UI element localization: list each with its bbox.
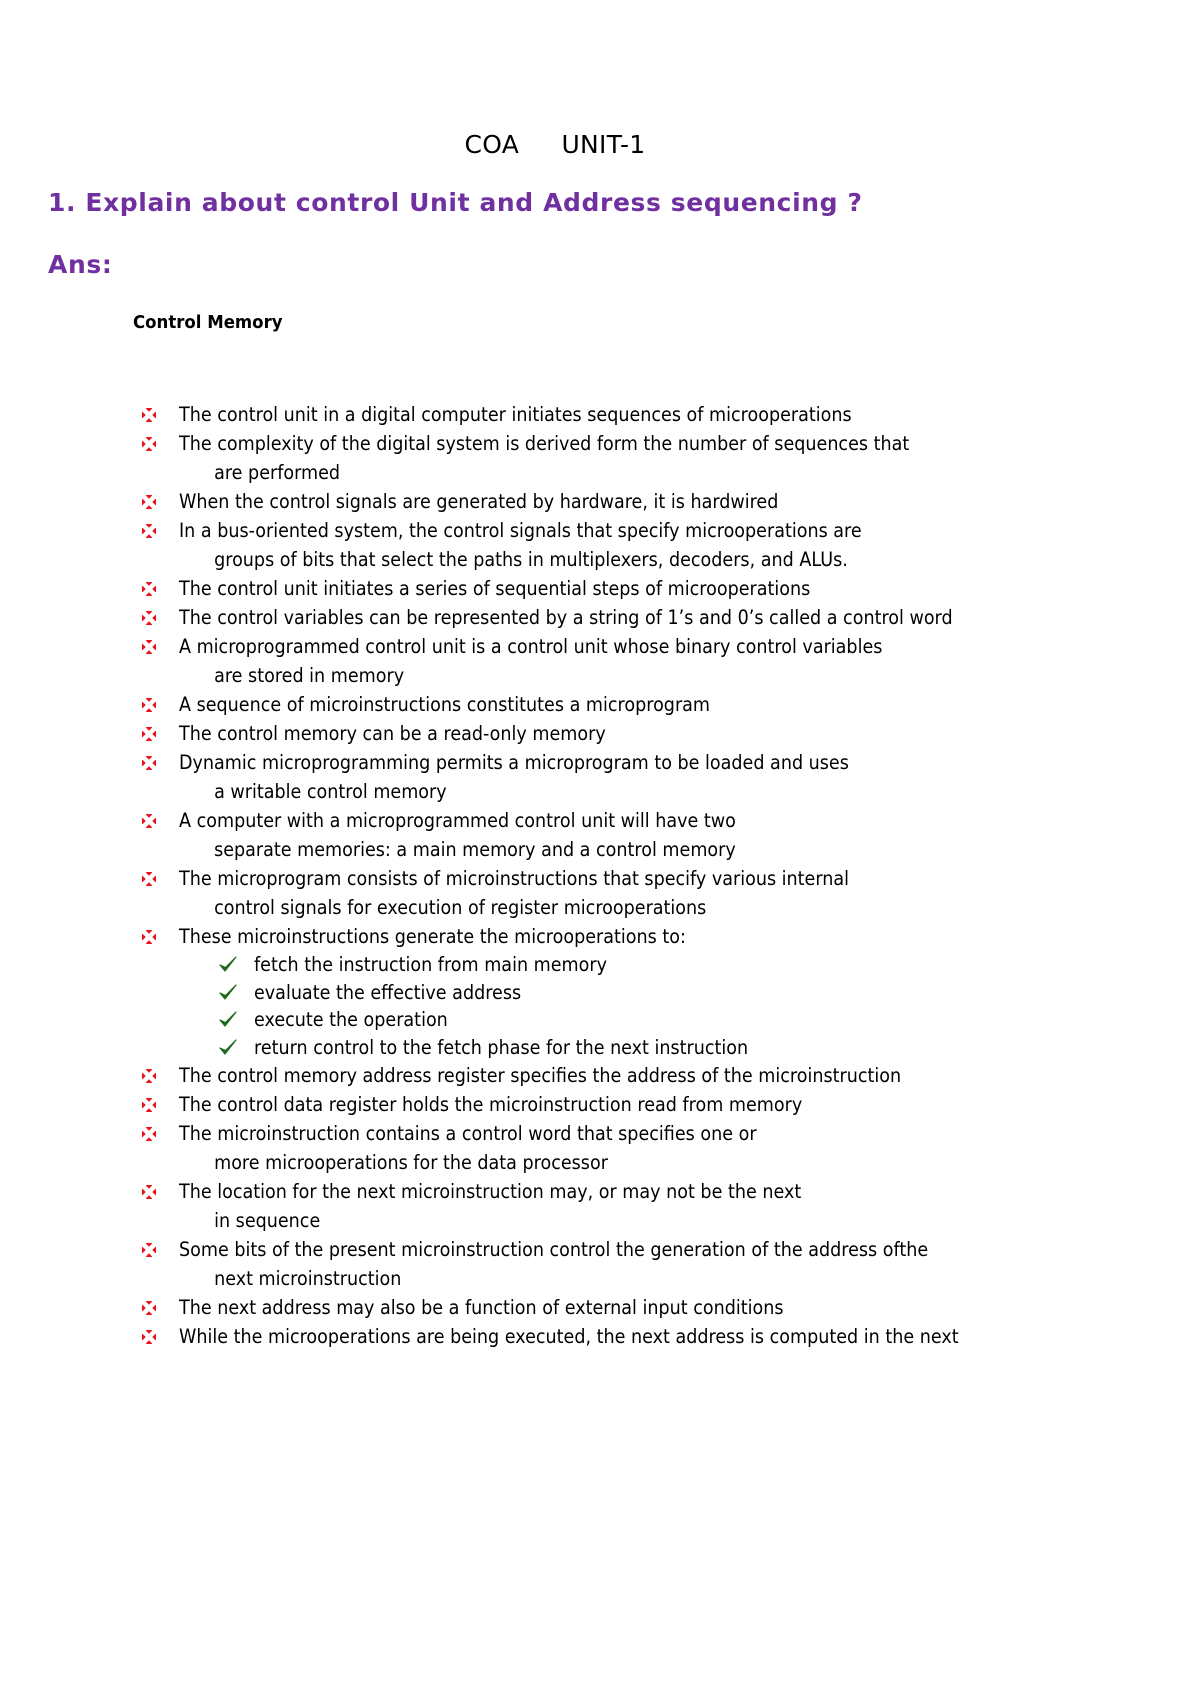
- four-diamond-icon: [142, 930, 156, 944]
- section-heading: Control Memory: [133, 312, 283, 333]
- checklist-item: [142, 979, 1142, 1007]
- list-item: [142, 1090, 1142, 1119]
- four-diamond-icon: [142, 872, 156, 886]
- list-item-text: The control data register holds the microinstruction read from memory: [179, 1093, 803, 1116]
- checklist-item-text: evaluate the effective address: [254, 980, 522, 1004]
- list-item: [142, 487, 1142, 516]
- list-item: [142, 1235, 1142, 1293]
- checklist: [179, 951, 1142, 1061]
- unit-name: UNIT-1: [561, 130, 646, 159]
- four-diamond-icon: [142, 1098, 156, 1112]
- list-item: [142, 429, 1142, 487]
- checklist-item: [142, 951, 1142, 979]
- list-item-continuation: control signals for execution of register microoperations: [214, 896, 707, 919]
- four-diamond-icon: [142, 582, 156, 596]
- four-diamond-icon: [142, 1243, 156, 1257]
- list-item-text: A computer with a microprogrammed control unit will have two: [179, 809, 736, 832]
- list-item: [142, 1119, 1142, 1177]
- four-diamond-icon: [142, 640, 156, 654]
- list-item: [142, 1322, 1142, 1351]
- list-item-continuation: are performed: [214, 461, 341, 484]
- list-item: [142, 1177, 1142, 1235]
- four-diamond-icon: [142, 1301, 156, 1315]
- list-item-continuation: separate memories: a main memory and a control memory: [214, 838, 736, 861]
- four-diamond-icon: [142, 756, 156, 770]
- four-diamond-icon: [142, 814, 156, 828]
- check-icon: [218, 1009, 238, 1029]
- checklist-item: [142, 1034, 1142, 1062]
- checklist-item-text: fetch the instruction from main memory: [254, 953, 607, 976]
- list-item: [142, 516, 1142, 574]
- four-diamond-icon: [142, 1069, 156, 1083]
- four-diamond-icon: [142, 1185, 156, 1199]
- list-item-text: These microinstructions generate the microoperations to:: [179, 925, 686, 948]
- list-item: [142, 632, 1142, 690]
- list-item-text: In a bus-oriented system, the control signals that specify microoperations are: [179, 519, 862, 542]
- list-item-text: The microinstruction contains a control word that specifies one or: [179, 1122, 757, 1145]
- list-item: [142, 806, 1142, 864]
- four-diamond-icon: [142, 524, 156, 538]
- course-name: COA: [464, 130, 520, 159]
- list-item: [142, 922, 1142, 1061]
- list-item-text: The location for the next microinstruction may, or may not be the next: [179, 1180, 802, 1203]
- list-item: [142, 864, 1142, 922]
- list-item-text: A sequence of microinstructions constitutes a microprogram: [179, 693, 711, 716]
- check-icon: [218, 954, 238, 974]
- list-item: [142, 1061, 1142, 1090]
- list-item-continuation: more microoperations for the data processor: [214, 1151, 608, 1174]
- answer-label: Ans:: [48, 250, 113, 279]
- list-item-text: Dynamic microprogramming permits a microprogram to be loaded and uses: [179, 751, 849, 774]
- four-diamond-icon: [142, 1330, 156, 1344]
- list-item: [142, 1293, 1142, 1322]
- list-item-text: The microprogram consists of microinstructions that specify various internal: [179, 867, 850, 890]
- page-title: [0, 130, 1110, 159]
- list-item-continuation: groups of bits that select the paths in multiplexers, decoders, and ALUs.: [214, 548, 848, 571]
- checklist-item-text: execute the operation: [254, 1008, 448, 1031]
- four-diamond-icon: [142, 611, 156, 625]
- list-item-text: The control variables can be represented by a string of 1’s and 0’s called a control word: [179, 606, 953, 629]
- list-item-continuation: in sequence: [214, 1209, 321, 1232]
- list-item-continuation: a writable control memory: [214, 780, 447, 803]
- list-item: [142, 690, 1142, 719]
- checklist-item: [142, 1006, 1142, 1034]
- four-diamond-icon: [142, 1127, 156, 1141]
- list-item: [142, 574, 1142, 603]
- four-diamond-icon: [142, 408, 156, 422]
- list-item: [142, 603, 1142, 632]
- list-item-text: The next address may also be a function of external input conditions: [179, 1296, 784, 1319]
- question-heading: 1. Explain about control Unit and Address sequencing ?: [48, 188, 863, 217]
- list-item-text: While the microoperations are being executed, the next address is computed in the next: [179, 1325, 959, 1348]
- checklist-item-text: return control to the fetch phase for the next instruction: [254, 1035, 749, 1059]
- list-item-text: The control unit initiates a series of sequential steps of microoperations: [179, 577, 811, 600]
- list-item: [142, 400, 1142, 429]
- list-item-text: The control memory address register specifies the address of the microinstruction: [179, 1064, 902, 1087]
- list-item-text: When the control signals are generated by hardware, it is hardwired: [179, 490, 779, 513]
- list-item-text: The control unit in a digital computer initiates sequences of microoperations: [179, 403, 852, 426]
- list-item-continuation: are stored in memory: [214, 664, 405, 687]
- four-diamond-icon: [142, 495, 156, 509]
- list-item: [142, 719, 1142, 748]
- list-item-text: The complexity of the digital system is derived form the number of sequences that: [179, 432, 910, 455]
- list-item-text: The control memory can be a read-only memory: [179, 722, 606, 745]
- check-icon: [218, 1037, 238, 1057]
- list-item-text: A microprogrammed control unit is a control unit whose binary control variables: [179, 635, 883, 658]
- four-diamond-icon: [142, 698, 156, 712]
- list-item-continuation: next microinstruction: [214, 1267, 402, 1290]
- four-diamond-icon: [142, 727, 156, 741]
- list-item: [142, 748, 1142, 806]
- four-diamond-icon: [142, 437, 156, 451]
- check-icon: [218, 982, 238, 1002]
- list-item-text: Some bits of the present microinstruction control the generation of the address ofthe: [179, 1238, 929, 1261]
- bullet-list: [142, 400, 1142, 1351]
